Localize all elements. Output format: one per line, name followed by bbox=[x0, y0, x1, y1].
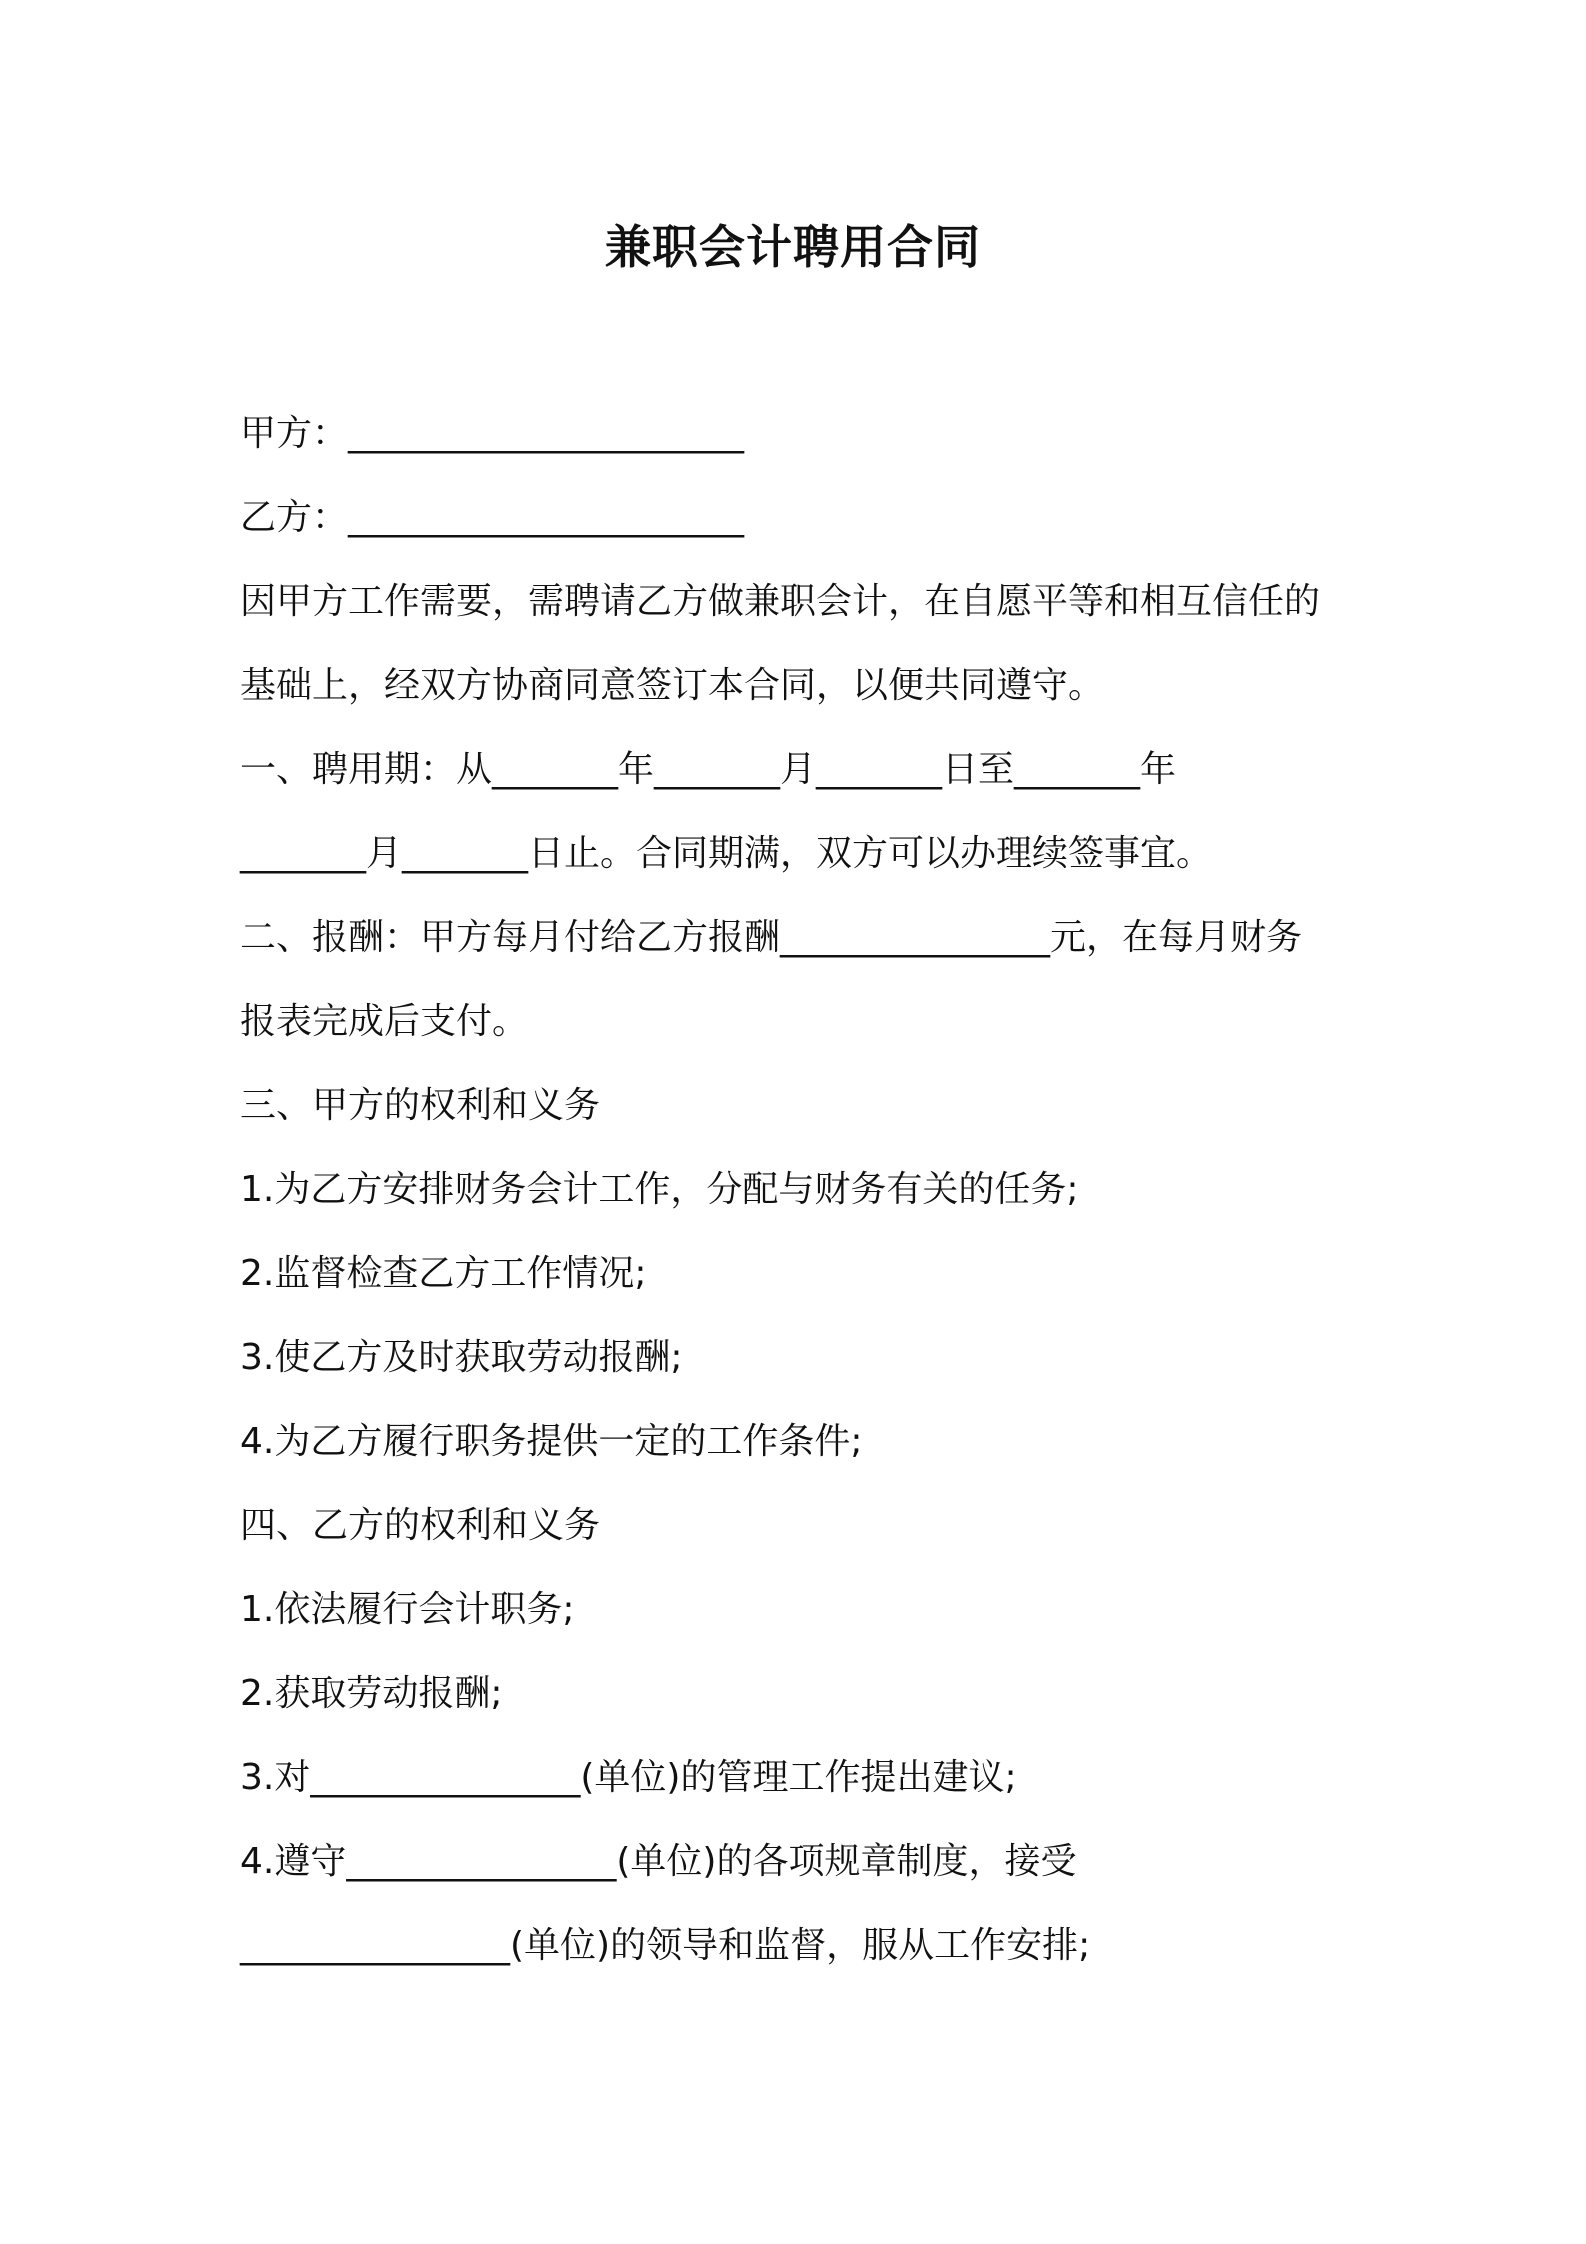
party-b-item-2: 2.获取劳动报酬; bbox=[240, 1673, 503, 1714]
party-b-item-4-line-2: _______________(单位)的领导和监督，服从工作安排; bbox=[240, 1925, 1091, 1966]
party-a-item-2: 2.监督检查乙方工作情况; bbox=[240, 1253, 647, 1294]
party-b-item-1: 1.依法履行会计职务; bbox=[240, 1589, 575, 1630]
document-title: 兼职会计聘用合同 bbox=[605, 220, 981, 274]
party-a-item-1: 1.为乙方安排财务会计工作，分配与财务有关的任务; bbox=[240, 1169, 1079, 1210]
section-party-b-heading: 四、乙方的权利和义务 bbox=[240, 1505, 601, 1546]
party-a-item-4: 4.为乙方履行职务提供一定的工作条件; bbox=[240, 1421, 863, 1462]
pay-line-2: 报表完成后支付。 bbox=[240, 1001, 529, 1042]
section-party-a-heading: 三、甲方的权利和义务 bbox=[240, 1085, 601, 1126]
party-b-item-4-line-1: 4.遵守_______________(单位)的各项规章制度，接受 bbox=[240, 1841, 1077, 1882]
party-b-line: 乙方：______________________ bbox=[240, 497, 745, 538]
party-a-item-3: 3.使乙方及时获取劳动报酬; bbox=[240, 1337, 683, 1378]
term-line-1: 一、聘用期：从_______年_______月_______日至_______年 bbox=[240, 749, 1177, 790]
party-a-line: 甲方：______________________ bbox=[240, 413, 745, 454]
pay-line-1: 二、报酬：甲方每月付给乙方报酬_______________元，在每月财务 bbox=[240, 917, 1303, 958]
party-b-item-3: 3.对_______________(单位)的管理工作提出建议; bbox=[240, 1757, 1017, 1798]
term-line-2: _______月_______日止。合同期满，双方可以办理续签事宜。 bbox=[240, 833, 1213, 874]
preamble-line-2: 基础上，经双方协商同意签订本合同，以便共同遵守。 bbox=[240, 665, 1105, 706]
preamble-line-1: 因甲方工作需要，需聘请乙方做兼职会计，在自愿平等和相互信任的 bbox=[240, 581, 1321, 622]
